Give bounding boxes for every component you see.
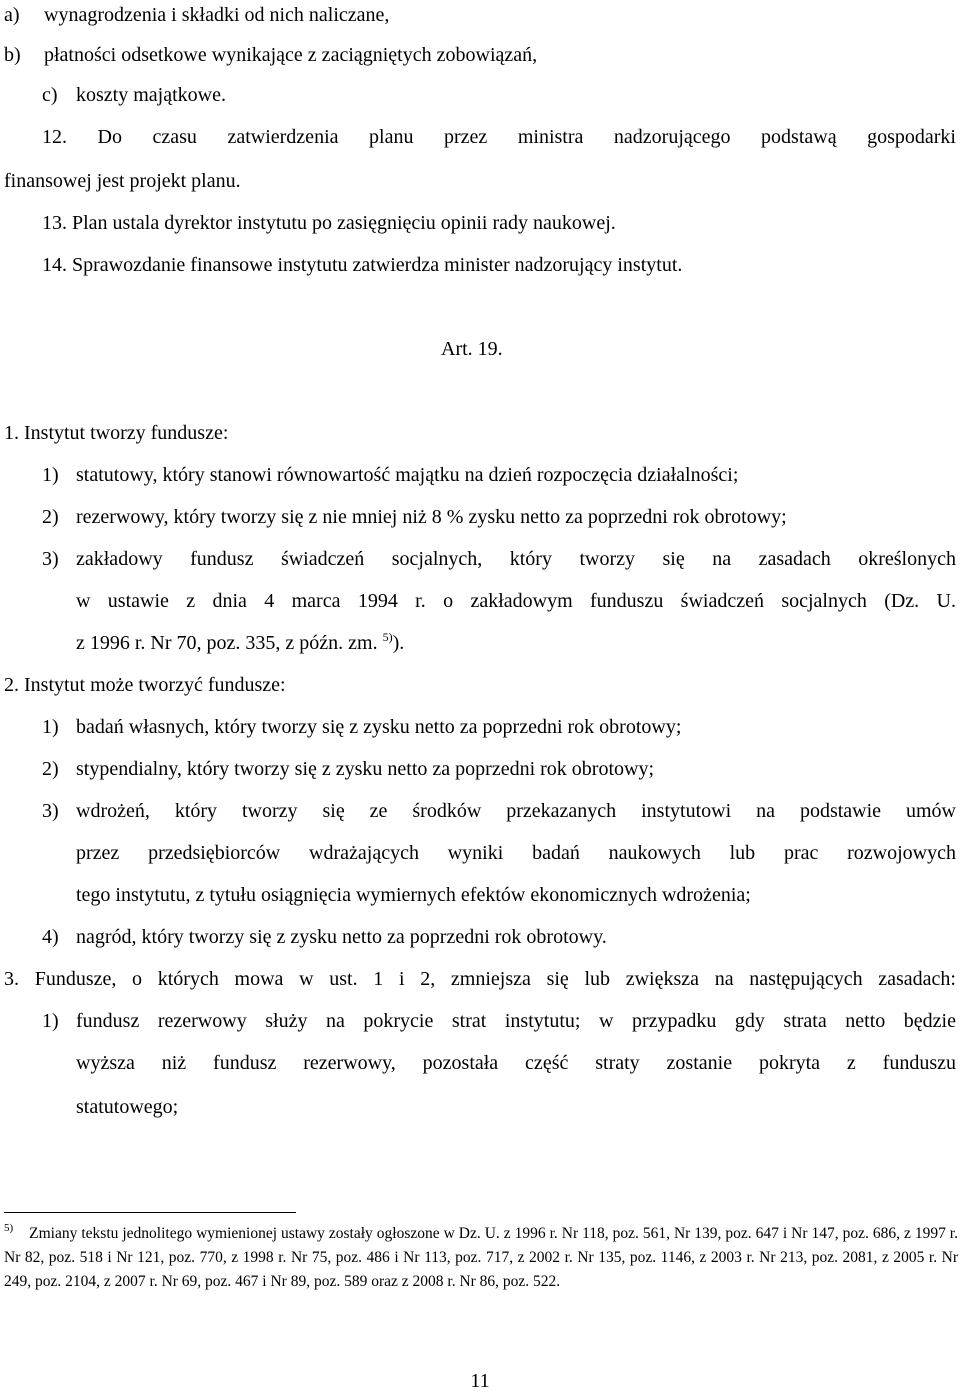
section-3-item-1-line1: fundusz rezerwowy służy na pokrycie strat instytutu; w przypadku gdy strata netto będzie <box>76 1010 956 1032</box>
section-3-item-1-line2: wyższa niż fundusz rezerwowy, pozostała część straty zostanie pokryta z funduszu <box>76 1052 956 1074</box>
list-item-a <box>4 2 389 28</box>
list-item-c <box>42 82 226 108</box>
page-number: 11 <box>470 1370 490 1392</box>
paragraph-14: 14. Sprawozdanie finansowe instytutu zatwierdza minister nadzorujący instytut. <box>42 254 683 276</box>
section-2-intro: 2. Instytut może tworzyć fundusze: <box>4 674 286 696</box>
citation-close: ). <box>392 632 405 654</box>
section-2-item-3-line3: tego instytutu, z tytułu osiągnięcia wymiernych efektów ekonomicznych wdrożenia; <box>76 884 751 906</box>
footnote-ref: 5) <box>382 630 393 644</box>
section-2-item-3-line2: przez przedsiębiorców wdrażających wyniki badań naukowych lub prac rozwojowych <box>76 842 956 864</box>
section-1-item-2 <box>42 504 787 530</box>
paragraph-12-line2: finansowej jest projekt planu. <box>4 170 241 192</box>
item-text: stypendialny, który tworzy się z zysku netto za poprzedni rok obrotowy; <box>76 758 655 780</box>
paragraph-12-line1: 12. Do czasu zatwierdzenia planu przez ministra nadzorującego podstawą gospodarki <box>42 126 956 148</box>
list-item-b <box>4 42 537 68</box>
list-label: b) <box>4 44 21 66</box>
list-label: a) <box>4 4 20 26</box>
article-title: Art. 19. <box>441 338 503 360</box>
section-3-intro: 3. Fundusze, o których mowa w ust. 1 i 2, zmniejsza się lub zwiększa na następujących zasadach: <box>4 968 956 990</box>
list-text: koszty majątkowe. <box>76 84 226 106</box>
section-3-item-1-label: 1) <box>42 1010 59 1032</box>
section-1-item-3-line1: zakładowy fundusz świadczeń socjalnych, który tworzy się na zasadach określonych <box>76 548 956 570</box>
footnote <box>4 1222 958 1294</box>
section-2-item-1 <box>42 714 681 740</box>
section-2-item-3-label: 3) <box>42 800 59 822</box>
footnote-separator <box>4 1212 296 1213</box>
section-1-item-3-label: 3) <box>42 548 59 570</box>
section-1-intro: 1. Instytut tworzy fundusze: <box>4 422 229 444</box>
item-label: 2) <box>42 506 59 528</box>
section-1-item-1 <box>42 462 738 488</box>
item-text: badań własnych, który tworzy się z zysku netto za poprzedni rok obrotowy; <box>76 716 682 738</box>
citation-text: z 1996 r. Nr 70, poz. 335, z późn. zm. <box>76 632 378 654</box>
section-2-item-4 <box>42 924 607 950</box>
item-label: 1) <box>42 464 59 486</box>
list-label: c) <box>42 84 58 106</box>
section-1-item-3-line3 <box>76 630 404 656</box>
list-text: płatności odsetkowe wynikające z zaciągniętych zobowiązań, <box>44 44 538 66</box>
item-label: 2) <box>42 758 59 780</box>
section-2-item-3-line1: wdrożeń, który tworzy się ze środków przekazanych instytutowi na podstawie umów <box>76 800 956 822</box>
item-text: rezerwowy, który tworzy się z nie mniej niż 8 % zysku netto za poprzedni rok obrotowy; <box>76 506 787 528</box>
item-text: statutowy, który stanowi równowartość majątku na dzień rozpoczęcia działalności; <box>76 464 739 486</box>
list-text: wynagrodzenia i składki od nich naliczane, <box>44 4 390 26</box>
section-2-item-2 <box>42 756 654 782</box>
paragraph-13: 13. Plan ustala dyrektor instytutu po zasięgnięciu opinii rady naukowej. <box>42 212 616 234</box>
section-3-item-1-line3: statutowego; <box>76 1096 179 1118</box>
section-1-item-3-line2: w ustawie z dnia 4 marca 1994 r. o zakładowym funduszu świadczeń socjalnych (Dz. U. <box>76 590 956 612</box>
item-label: 4) <box>42 926 59 948</box>
item-text: nagród, który tworzy się z zysku netto za poprzedni rok obrotowy. <box>76 926 607 948</box>
footnote-text: Zmiany tekstu jednolitego wymienionej ustawy zostały ogłoszone w Dz. U. z 1996 r. Nr 118, poz. 561, Nr 139, poz. 647 i Nr 147, poz. 686, z 1997 r. Nr 82, poz. 518 i Nr 121, poz. 770, z 1998 r. Nr 75, poz. 486 i Nr 113, poz. 717, z 2002 r. Nr 135, poz. 1146, z 2003 r. Nr 213, poz. 2081, z 2005 r. Nr 249, poz. 2104, z 2007 r. Nr 69, poz. 467 i Nr 89, poz. 589 oraz z 2008 r. Nr 86, poz. 522. <box>4 1225 958 1290</box>
item-label: 1) <box>42 716 59 738</box>
footnote-marker: 5) <box>4 1222 14 1234</box>
